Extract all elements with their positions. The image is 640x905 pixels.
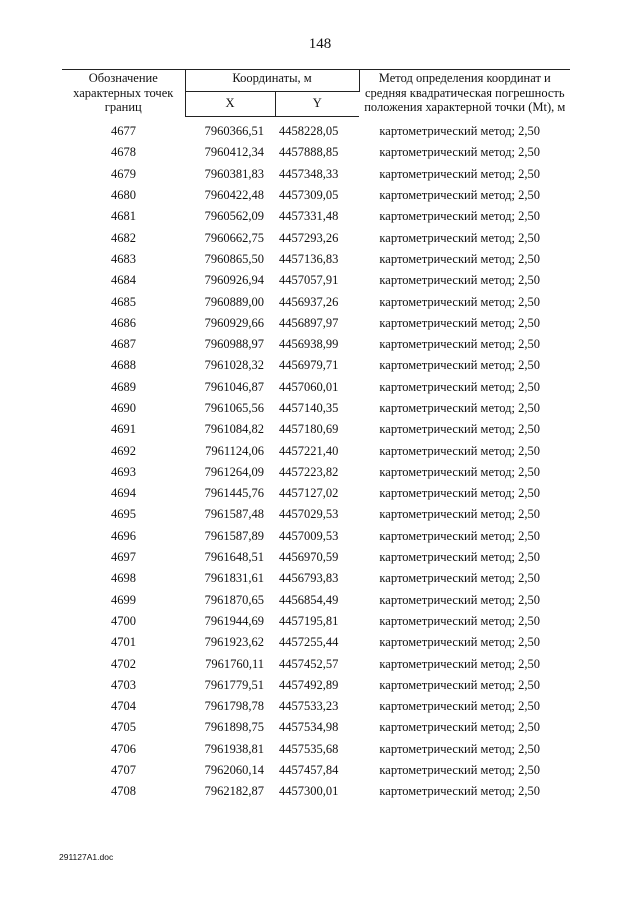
cell-point: 4680	[111, 188, 136, 203]
cell-x: 7961923,62	[204, 635, 264, 650]
cell-x: 7961587,89	[204, 528, 264, 543]
cell-method: картометрический метод; 2,50	[379, 592, 541, 607]
table-body	[62, 121, 570, 803]
table-row	[62, 547, 570, 568]
cell-point: 4682	[111, 230, 136, 245]
cell-method: картометрический метод; 2,50	[379, 699, 541, 714]
cell-point: 4693	[111, 464, 136, 479]
cell-y: 4457492,89	[279, 677, 339, 692]
cell-method: картометрический метод; 2,50	[379, 273, 541, 288]
table-row	[62, 249, 570, 270]
cell-method: картометрический метод; 2,50	[379, 209, 541, 224]
cell-y: 4457060,01	[279, 379, 339, 394]
cell-x: 7961046,87	[204, 379, 264, 394]
cell-method: картометрический метод; 2,50	[379, 763, 541, 778]
cell-x: 7960422,48	[204, 188, 264, 203]
cell-point: 4687	[111, 337, 136, 352]
cell-method: картометрический метод; 2,50	[379, 464, 541, 479]
table-row	[62, 739, 570, 760]
table-row	[62, 398, 570, 419]
cell-method: картометрический метод; 2,50	[379, 635, 541, 650]
cell-x: 7961264,09	[204, 464, 264, 479]
table-row	[62, 164, 570, 185]
cell-y: 4457534,98	[279, 720, 339, 735]
cell-point: 4697	[111, 550, 136, 565]
header-method: Метод определения координат и средняя квадратическая погрешность положения характерной точки (Mt), м	[359, 70, 570, 117]
table-row	[62, 185, 570, 206]
cell-x: 7961587,48	[204, 507, 264, 522]
cell-point: 4698	[111, 571, 136, 586]
cell-method: картометрический метод; 2,50	[379, 315, 541, 330]
table-row	[62, 781, 570, 802]
cell-x: 7960662,75	[204, 230, 264, 245]
cell-point: 4678	[111, 145, 136, 160]
cell-y: 4456937,26	[279, 294, 339, 309]
cell-point: 4677	[111, 124, 136, 139]
cell-point: 4702	[111, 656, 136, 671]
cell-x: 7960381,83	[204, 166, 264, 181]
cell-y: 4457535,68	[279, 741, 339, 756]
table-row	[62, 483, 570, 504]
cell-point: 4692	[111, 443, 136, 458]
table-row	[62, 632, 570, 653]
cell-method: картометрический метод; 2,50	[379, 188, 541, 203]
cell-y: 4457180,69	[279, 422, 339, 437]
cell-method: картометрический метод; 2,50	[379, 294, 541, 309]
table-row	[62, 696, 570, 717]
cell-point: 4700	[111, 613, 136, 628]
cell-y: 4457029,53	[279, 507, 339, 522]
cell-y: 4457533,23	[279, 699, 339, 714]
cell-x: 7961938,81	[204, 741, 264, 756]
cell-method: картометрический метод; 2,50	[379, 613, 541, 628]
cell-y: 4458228,05	[279, 124, 339, 139]
cell-point: 4708	[111, 784, 136, 799]
cell-method: картометрический метод; 2,50	[379, 337, 541, 352]
cell-x: 7961831,61	[204, 571, 264, 586]
table-row	[62, 504, 570, 525]
cell-x: 7960926,94	[204, 273, 264, 288]
table-row	[62, 675, 570, 696]
cell-x: 7960562,09	[204, 209, 264, 224]
cell-point: 4706	[111, 741, 136, 756]
cell-y: 4457348,33	[279, 166, 339, 181]
cell-x: 7961084,82	[204, 422, 264, 437]
cell-point: 4683	[111, 251, 136, 266]
table-row	[62, 206, 570, 227]
cell-point: 4684	[111, 273, 136, 288]
header-y: Y	[275, 92, 359, 117]
cell-x: 7961944,69	[204, 613, 264, 628]
table-row	[62, 462, 570, 483]
cell-point: 4689	[111, 379, 136, 394]
cell-x: 7961648,51	[204, 550, 264, 565]
cell-method: картометрический метод; 2,50	[379, 677, 541, 692]
cell-y: 4456979,71	[279, 358, 339, 373]
cell-method: картометрический метод; 2,50	[379, 720, 541, 735]
page-number: 148	[308, 36, 332, 52]
cell-x: 7962182,87	[204, 784, 264, 799]
cell-method: картометрический метод; 2,50	[379, 358, 541, 373]
cell-y: 4457223,82	[279, 464, 339, 479]
cell-method: картометрический метод; 2,50	[379, 741, 541, 756]
table-row	[62, 227, 570, 248]
coordinates-table	[62, 69, 570, 803]
cell-y: 4457127,02	[279, 486, 339, 501]
cell-x: 7961870,65	[204, 592, 264, 607]
cell-method: картометрический метод; 2,50	[379, 124, 541, 139]
cell-y: 4457331,48	[279, 209, 339, 224]
cell-method: картометрический метод; 2,50	[379, 550, 541, 565]
table-row	[62, 291, 570, 312]
table-row	[62, 334, 570, 355]
cell-point: 4685	[111, 294, 136, 309]
cell-y: 4456970,59	[279, 550, 339, 565]
table-row	[62, 377, 570, 398]
cell-point: 4686	[111, 315, 136, 330]
table-header	[62, 70, 570, 122]
cell-y: 4457136,83	[279, 251, 339, 266]
cell-x: 7961898,75	[204, 720, 264, 735]
table-row	[62, 270, 570, 291]
cell-point: 4704	[111, 699, 136, 714]
cell-point: 4695	[111, 507, 136, 522]
cell-method: картометрический метод; 2,50	[379, 486, 541, 501]
table-row	[62, 440, 570, 461]
table-row	[62, 717, 570, 738]
header-coordinates: Координаты, м	[185, 70, 359, 92]
cell-x: 7961779,51	[204, 677, 264, 692]
cell-point: 4691	[111, 422, 136, 437]
cell-method: картометрический метод; 2,50	[379, 571, 541, 586]
cell-point: 4696	[111, 528, 136, 543]
table-row	[62, 653, 570, 674]
header-point-designation: Обозначение характерных точек границ	[62, 70, 185, 117]
table-row	[62, 590, 570, 611]
cell-y: 4457457,84	[279, 763, 339, 778]
cell-point: 4694	[111, 486, 136, 501]
cell-x: 7961760,11	[205, 656, 264, 671]
cell-point: 4699	[111, 592, 136, 607]
cell-y: 4457309,05	[279, 188, 339, 203]
cell-y: 4457140,35	[279, 401, 339, 415]
cell-point: 4679	[111, 166, 136, 181]
cell-x: 7960988,97	[204, 337, 264, 352]
cell-method: картометрический метод; 2,50	[379, 443, 541, 458]
cell-x: 7960412,34	[204, 145, 264, 160]
cell-point: 4688	[111, 358, 136, 373]
cell-method: картометрический метод; 2,50	[379, 379, 541, 394]
cell-method: картометрический метод; 2,50	[379, 230, 541, 245]
cell-y: 4457221,40	[279, 443, 339, 458]
table-row	[62, 142, 570, 163]
cell-x: 7960929,66	[204, 315, 264, 330]
cell-method: картометрический метод; 2,50	[379, 656, 541, 671]
cell-method: картометрический метод; 2,50	[379, 251, 541, 266]
cell-y: 4457255,44	[279, 635, 339, 650]
cell-point: 4707	[111, 763, 136, 778]
cell-x: 7961028,32	[204, 358, 264, 373]
cell-method: картометрический метод; 2,50	[379, 528, 541, 543]
cell-x: 7960366,51	[204, 124, 264, 139]
cell-point: 4701	[111, 635, 136, 650]
table-row	[62, 313, 570, 334]
cell-x: 7960889,00	[204, 294, 264, 309]
cell-x: 7961065,56	[204, 401, 264, 415]
table-row	[62, 419, 570, 440]
cell-y: 4456938,99	[279, 337, 339, 352]
table-row	[62, 611, 570, 632]
cell-point: 4705	[111, 720, 136, 735]
cell-method: картометрический метод; 2,50	[379, 784, 541, 799]
header-x: X	[185, 92, 275, 117]
cell-y: 4457009,53	[279, 528, 339, 543]
cell-y: 4457300,01	[279, 784, 339, 799]
document-filename: 291127A1.doc	[59, 852, 114, 862]
table-row	[62, 760, 570, 781]
cell-method: картометрический метод; 2,50	[379, 507, 541, 522]
cell-x: 7961445,76	[204, 486, 264, 501]
cell-point: 4703	[111, 677, 136, 692]
table-row	[62, 568, 570, 589]
cell-x: 7962060,14	[204, 763, 264, 778]
cell-y: 4456897,97	[279, 315, 339, 330]
cell-method: картометрический метод; 2,50	[379, 166, 541, 181]
cell-method: картометрический метод; 2,50	[379, 145, 541, 160]
cell-y: 4457452,57	[279, 656, 339, 671]
cell-y: 4457293,26	[279, 230, 339, 245]
cell-y: 4456793,83	[279, 571, 339, 586]
cell-method: картометрический метод; 2,50	[379, 401, 541, 415]
cell-x: 7960865,50	[204, 251, 264, 266]
coordinates-table-container	[62, 69, 570, 803]
cell-point: 4681	[111, 209, 136, 224]
cell-y: 4457057,91	[279, 273, 339, 288]
cell-y: 4457888,85	[279, 145, 339, 160]
cell-y: 4457195,81	[279, 613, 339, 628]
table-row	[62, 121, 570, 142]
cell-point: 4690	[111, 401, 136, 415]
table-row	[62, 355, 570, 376]
table-row	[62, 526, 570, 547]
cell-x: 7961798,78	[204, 699, 264, 714]
cell-method: картометрический метод; 2,50	[379, 422, 541, 437]
cell-y: 4456854,49	[279, 592, 339, 607]
cell-x: 7961124,06	[205, 443, 264, 458]
